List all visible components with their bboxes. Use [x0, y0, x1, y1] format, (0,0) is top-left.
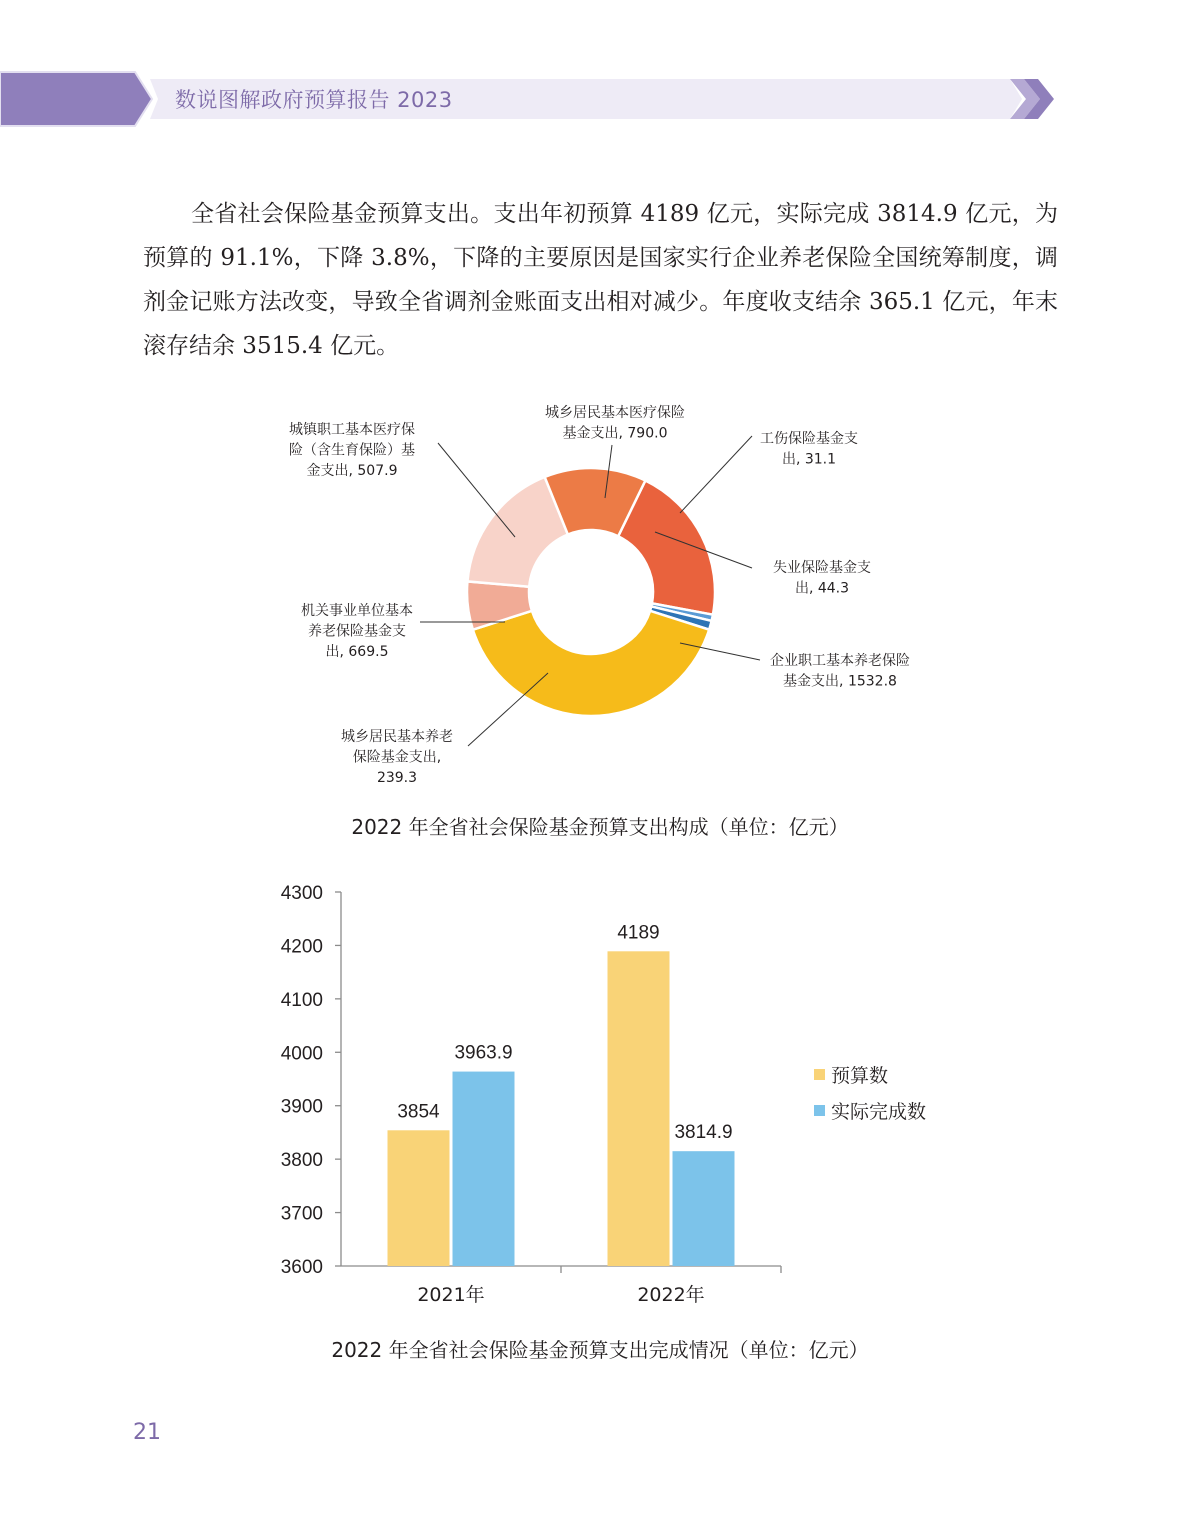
leader-line: [438, 443, 515, 537]
y-tick-label: 4200: [280, 936, 323, 958]
bar-chart: [281, 883, 926, 1306]
leader-line: [680, 436, 752, 513]
body-paragraph: 全省社会保险基金预算支出。支出年初预算 4189 亿元，实际完成 3814.9 亿元，为预算的 91.1%，下降 3.8%，下降的主要原因是国家实行企业养老保险全国统筹制度，调剂金记账方法改变，导致全省调剂金账面支出相对减少。年度收支结余 365.1 亿元，年末滚存结余 3515.4 亿元。: [143, 201, 1058, 359]
bar: [608, 951, 670, 1266]
bar-value-label: 3963.9: [454, 1042, 513, 1064]
bar: [453, 1072, 515, 1266]
legend-swatch: [814, 1105, 825, 1116]
slice-label: 城镇职工基本医疗保险（含生育保险）基金支出, 507.9: [289, 422, 415, 479]
x-tick-label: 2022年: [637, 1284, 705, 1306]
x-tick-label: 2021年: [417, 1284, 485, 1306]
header-title: 数说图解政府预算报告 2023: [175, 88, 453, 112]
y-tick-label: 4000: [280, 1043, 323, 1065]
donut-chart: [467, 468, 715, 716]
y-tick-label: 4300: [280, 883, 323, 904]
bar-value-label: 4189: [617, 922, 660, 944]
legend-label: 实际完成数: [831, 1101, 927, 1123]
y-tick-label: 3600: [280, 1257, 323, 1278]
y-tick-label: 3800: [280, 1150, 323, 1172]
donut-slice: [473, 611, 709, 716]
slice-label: 工伤保险基金支出, 31.1: [760, 431, 858, 468]
slice-label: 失业保险基金支出, 44.3: [773, 560, 871, 597]
bar-chart-caption: 2022 年全省社会保险基金预算支出完成情况（单位：亿元）: [331, 1338, 869, 1362]
donut-chart-caption: 2022 年全省社会保险基金预算支出构成（单位：亿元）: [351, 815, 849, 839]
bar: [673, 1151, 735, 1266]
page-number: 21: [133, 1420, 161, 1445]
slice-label: 企业职工基本养老保险基金支出, 1532.8: [770, 653, 910, 690]
slice-label: 城乡居民基本养老保险基金支出, 239.3: [341, 729, 453, 786]
y-tick-label: 3700: [280, 1203, 323, 1225]
bar-value-label: 3854: [397, 1101, 440, 1123]
bar: [388, 1130, 450, 1266]
bar-value-label: 3814.9: [674, 1122, 733, 1144]
legend-label: 预算数: [831, 1065, 889, 1087]
slice-label: 城乡居民基本医疗保险基金支出, 790.0: [545, 405, 685, 442]
legend-swatch: [814, 1069, 825, 1080]
y-tick-label: 4100: [280, 989, 323, 1011]
slice-label: 机关事业单位基本养老保险基金支出, 669.5: [301, 603, 413, 660]
y-tick-label: 3900: [280, 1096, 323, 1118]
